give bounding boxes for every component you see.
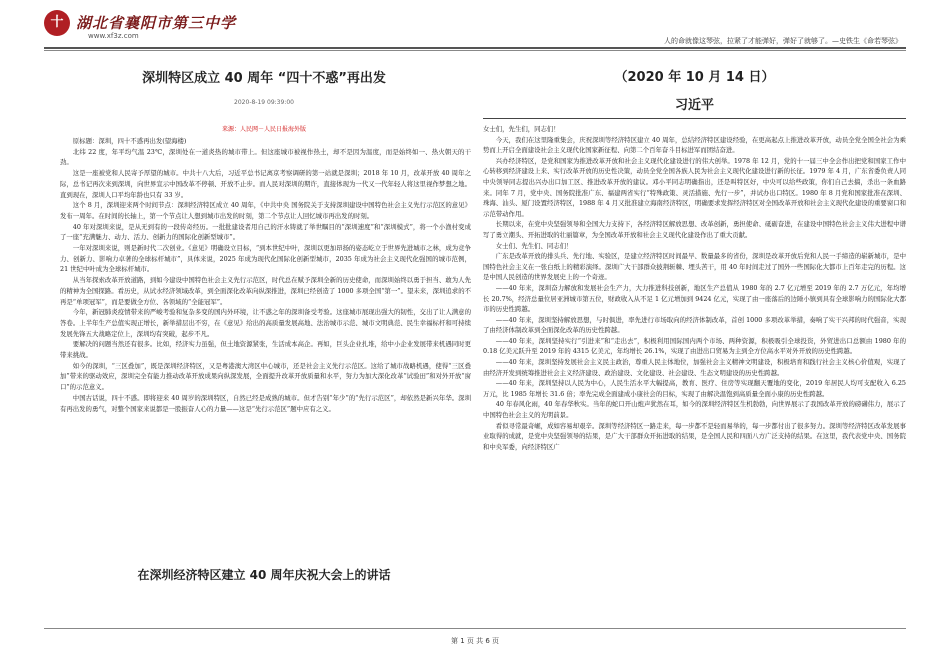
paragraph: 兴办经济特区，是党和国家为推进改革开放和社会主义现代化建设进行的伟大创举。1978 年 12 月，党的十一届三中全会作出把党和国家工作中心转移到经济建设上来、实行改革开放的历史性决策，动员全党全国各族人民为社会主义现代化建设进行新的长征。1979 年 4 月，广东省委负责人同中央领导同志提出兴办出口加工区、推进改革开放的建议。邓小平同志明确指出，还是叫特区好，中央可以给些政策，你们自己去搞，杀出一条血路来。同年 7 月，党中央、国务院批准广东、福建两省实行“特殊政策、灵活措施、先行一步”，并试办出口特区。1980 年 8 月党和国家批准在深圳、珠海、汕头、厦门设置经济特区，1988 年 4 月又批准建立海南经济特区，明确要求发挥经济特区对全国改革开放和社会主义现代化建设的重要窗口和示范带动作用。 [483,156,906,218]
left-article-timestamp: 2020-8-19 09:39:00 [234,99,294,106]
speech-title: 在深圳经济特区建立 40 周年庆祝大会上的讲话 [137,568,391,582]
speech-body [483,124,906,452]
paragraph: ——40 年来，深圳坚持解放思想，与时俱进，率先进行市场取向的经济体制改革，首创 1000 多项改革举措，奏响了实干兴邦的时代强音，实现了由经济体制改革到全面深化改革的历史性跨越。 [483,315,906,335]
paragraph: 从当年探索改革开放道路，到如今建设中国特色社会主义先行示范区，时代总在赋予深圳全新的历史使命，而深圳始终以勇于担当、敢为人先的精神为全国探路。看历史，从试水经济领域改革，到全面深化改革向纵深推进，深圳已经创造了 1000 多项全国“第一”。望未来，深圳追求的不再是“单项冠军”，而是要做全方位、各领域的“全能冠军”。 [60,276,471,306]
paragraph: 中国古话说，四十不惑。即将迎来 40 周岁的深圳特区，自然已经是成熟的城市。但才告别“年少”的“先行示范区”，却依然是新兴年华。深圳有再出发的勇气，对整个国家来说都是一股振奋人心的力量——这是“先行示范区”题中应有之义。 [60,393,471,413]
header-rule-thin [44,50,906,51]
paragraph: 看似寻常最奇崛，成如容易却艰辛。深圳等经济特区一路走来，每一步都不是轻而易举的，每一步都付出了很多努力。深圳等经济特区改革发展事业取得的成就，是党中央坚强领导的结果，是广大干部群众开拓进取的结果，是全国人民和四面八方广泛支持的结果。在这里，我代表党中央、国务院和中央军委，向经济特区广 [483,421,906,451]
header-rule [44,47,906,49]
page-number: 第 1 页 共 6 页 [450,637,500,645]
paragraph: ——40 年来，深圳坚持实行“引进来”和“走出去”，积极利用国际国内两个市场、两种资源，积极吸引全球投资，外贸进出口总额由 1980 年的 0.18 亿美元跃升至 2019 年的 4315 亿美元，年均增长 26.1%，实现了由进出口贸易为主到全方位高水平对外开放的历史性跨越。 [483,336,906,356]
column-divider [483,118,906,119]
paragraph: ——40 年来，深圳坚持发展社会主义民主政治，尊重人民主体地位，加强社会主义精神文明建设，积极培育和践行社会主义核心价值观，实现了由经济开发到统筹推进社会主义经济建设、政治建设、文化建设、社会建设、生态文明建设的历史性跨越。 [483,358,906,377]
paragraph: 这个 8 月，深圳迎来两个时间节点：深圳经济特区成立 40 周年，《中共中央 国务院关于支持深圳建设中国特色社会主义先行示范区的意见》发布一周年。在时间的长轴上，第一个节点让人想到城市出发的时刻，第二个节点让人回忆城市再出发的时刻。 [60,201,471,220]
paragraph: 原标题：深圳，四十不惑再出发(望海楼) [72,137,187,145]
page-header [0,0,950,44]
left-article-title: 深圳特区成立 40 周年 “四十不惑”再出发 [142,71,386,86]
school-name: 湖北省襄阳市第三中学 [76,14,237,32]
paragraph: 长期以来，在党中央坚强领导和全国大力支持下，各经济特区解放思想、改革创新，勇担使命、砥砺奋进，在建设中国特色社会主义伟大进程中谱写了勇立潮头、开拓进取的壮丽篇章，为全国改革开放和社会主义现代化建设作出了重大贡献。 [483,220,906,239]
school-logo-icon: 十 [44,10,70,36]
speech-date: （2020 年 10 月 14 日） [614,70,775,85]
paragraph: 这是一座被党和人民寄予厚望的城市。中共十八大后，习近平总书记离京考察调研的第一站就是深圳；2018 年 10 月，改革开放 40 周年之际，总书记再次来到深圳，向世界宣示中国改革不停顿、开放不止步。而人民对深圳的期许，直接体现为一代又一代年轻人将这里视作梦想之地。直到现在，深圳人口平均年龄也只有 33 岁。 [60,169,471,199]
paragraph: 女士们，先生们，同志们！ [483,125,560,133]
paragraph: 一年对深圳来说，则是新时代二次创业。《意见》明确设立目标，“到本世纪中叶，深圳以更加昂扬的姿态屹立于世界先进城市之林，成为竞争力、创新力、影响力卓著的全球标杆城市”，具体来说，2025 年成为现代化国际化创新型城市，2035 年成为社会主义现代化强国的城市范例，21 世纪中叶成为全球标杆城市。 [60,244,471,274]
paragraph: 今年，新冠肺炎疫情带来的严峻考验和复杂多变的国内外环境，让不惑之年的深圳备受考验。这座城市展现出强大的韧性，交出了让人满意的答卷。上半年生产总值实现正增长，新举措层出不穷，在《意见》给出的高质量发展高地、法治城市示范、城市文明典范、民生幸福标杆和可持续发展先锋五大战略定位上，深圳均有突破，起步不凡。 [60,308,471,338]
paragraph: 要解决的问题当然还有很多。比如，经济实力虽强，但土地资源紧张，生活成本高企。再如，巨头企业扎堆，给中小企业发展带来机遇同时更带来挑战。 [60,340,471,360]
footer-rule [44,628,906,629]
left-article-source: 来源：人民网－人民日报海外版 [221,126,306,133]
speech-author: 习近平 [674,98,714,113]
paragraph: 女士们、先生们、同志们！ [495,241,573,250]
paragraph: 如今的深圳，“三区叠加”，既是深圳经济特区，又是粤港澳大湾区中心城市，还是社会主义先行示范区。这给了城市战略机遇，使得“三区叠加”带来的驱动效应，深圳完全有能力推动改革开放成果向纵深发展，全面提升改革开放质量和水平，努力为加大深化改革“试验田”和对外开放“窗口”的示范意义。 [60,361,471,392]
paragraph: 今天，我们在这里隆重集会，庆祝深圳等经济特区建立 40 周年，总结经济特区建设经验，在更高起点上推进改革开放，动员全党全国全社会为乘势而上开启全面建设社会主义现代化国家新征程、向第二个百年奋斗目标进军而团结奋进。 [483,135,906,155]
left-article-body [60,136,471,414]
paragraph: 40 年对深圳来说，是从无到有的一段传奇经历。一批批建设者用自己的汗水铸就了举世瞩目的“深圳速度”和“深圳模式”，将一个小渔村变成了一座“充满魅力、动力、活力、创新力的国际化创新型城市”。 [60,222,471,242]
paragraph: 广东是改革开放的排头兵、先行地、实验区，是建立经济特区时间最早、数量最多的省份，深圳是改革开放后党和人民一手缔造的崭新城市，是中国特色社会主义在一张白纸上的精彩演绎。深圳广大干部群众披荆斩棘、埋头苦干，用 40 年时间走过了国外一些国际化大都市上百年走完的历程。这是中国人民创造的世界发展史上的一个奇迹。 [483,252,906,282]
paragraph: 北纬 22 度，年平均气温 23℃，深圳处在一道炎热的城市带上。但这座城市被视作热土，却不是因为温度，而是始终如一、热火朝天的干劲。 [60,147,471,167]
paragraph: ——40 年来，深圳奋力解放和发展社会生产力，大力推进科技创新，地区生产总值从 1980 年的 2.7 亿元增至 2019 年的 2.7 万亿元，年均增长 20.7%，经济总量位居亚洲城市第五位，财政收入从不足 1 亿元增加到 9424 亿元，实现了由一座落后的边陲小镇到具有全球影响力的国际化大都市的历史性跨越。 [483,283,906,314]
paragraph: ——40 年来，深圳坚持以人民为中心，人民生活水平大幅提高，教育、医疗、住房等实现翻天覆地的变化，2019 年居民人均可支配收入 6.25 万元，比 1985 年增长 31.6 倍；率先完成全面建成小康社会的目标，实现了由解决温饱到高质量全面小康的历史性跨越。 [483,379,906,398]
site-url[interactable]: www.xf3z.com [88,32,139,40]
header-motto: 人的命就像这琴弦，拉紧了才能弹好，弹好了就够了。—史铁生《命若琴弦》 [664,37,902,45]
paragraph: 40 年春风化雨，40 年春华秋实。当年的蛇口开山炮声犹然在耳，如今的深圳经济特区生机勃勃，向世界展示了我国改革开放的磅礴伟力，展示了中国特色社会主义的光明前景。 [483,400,906,420]
